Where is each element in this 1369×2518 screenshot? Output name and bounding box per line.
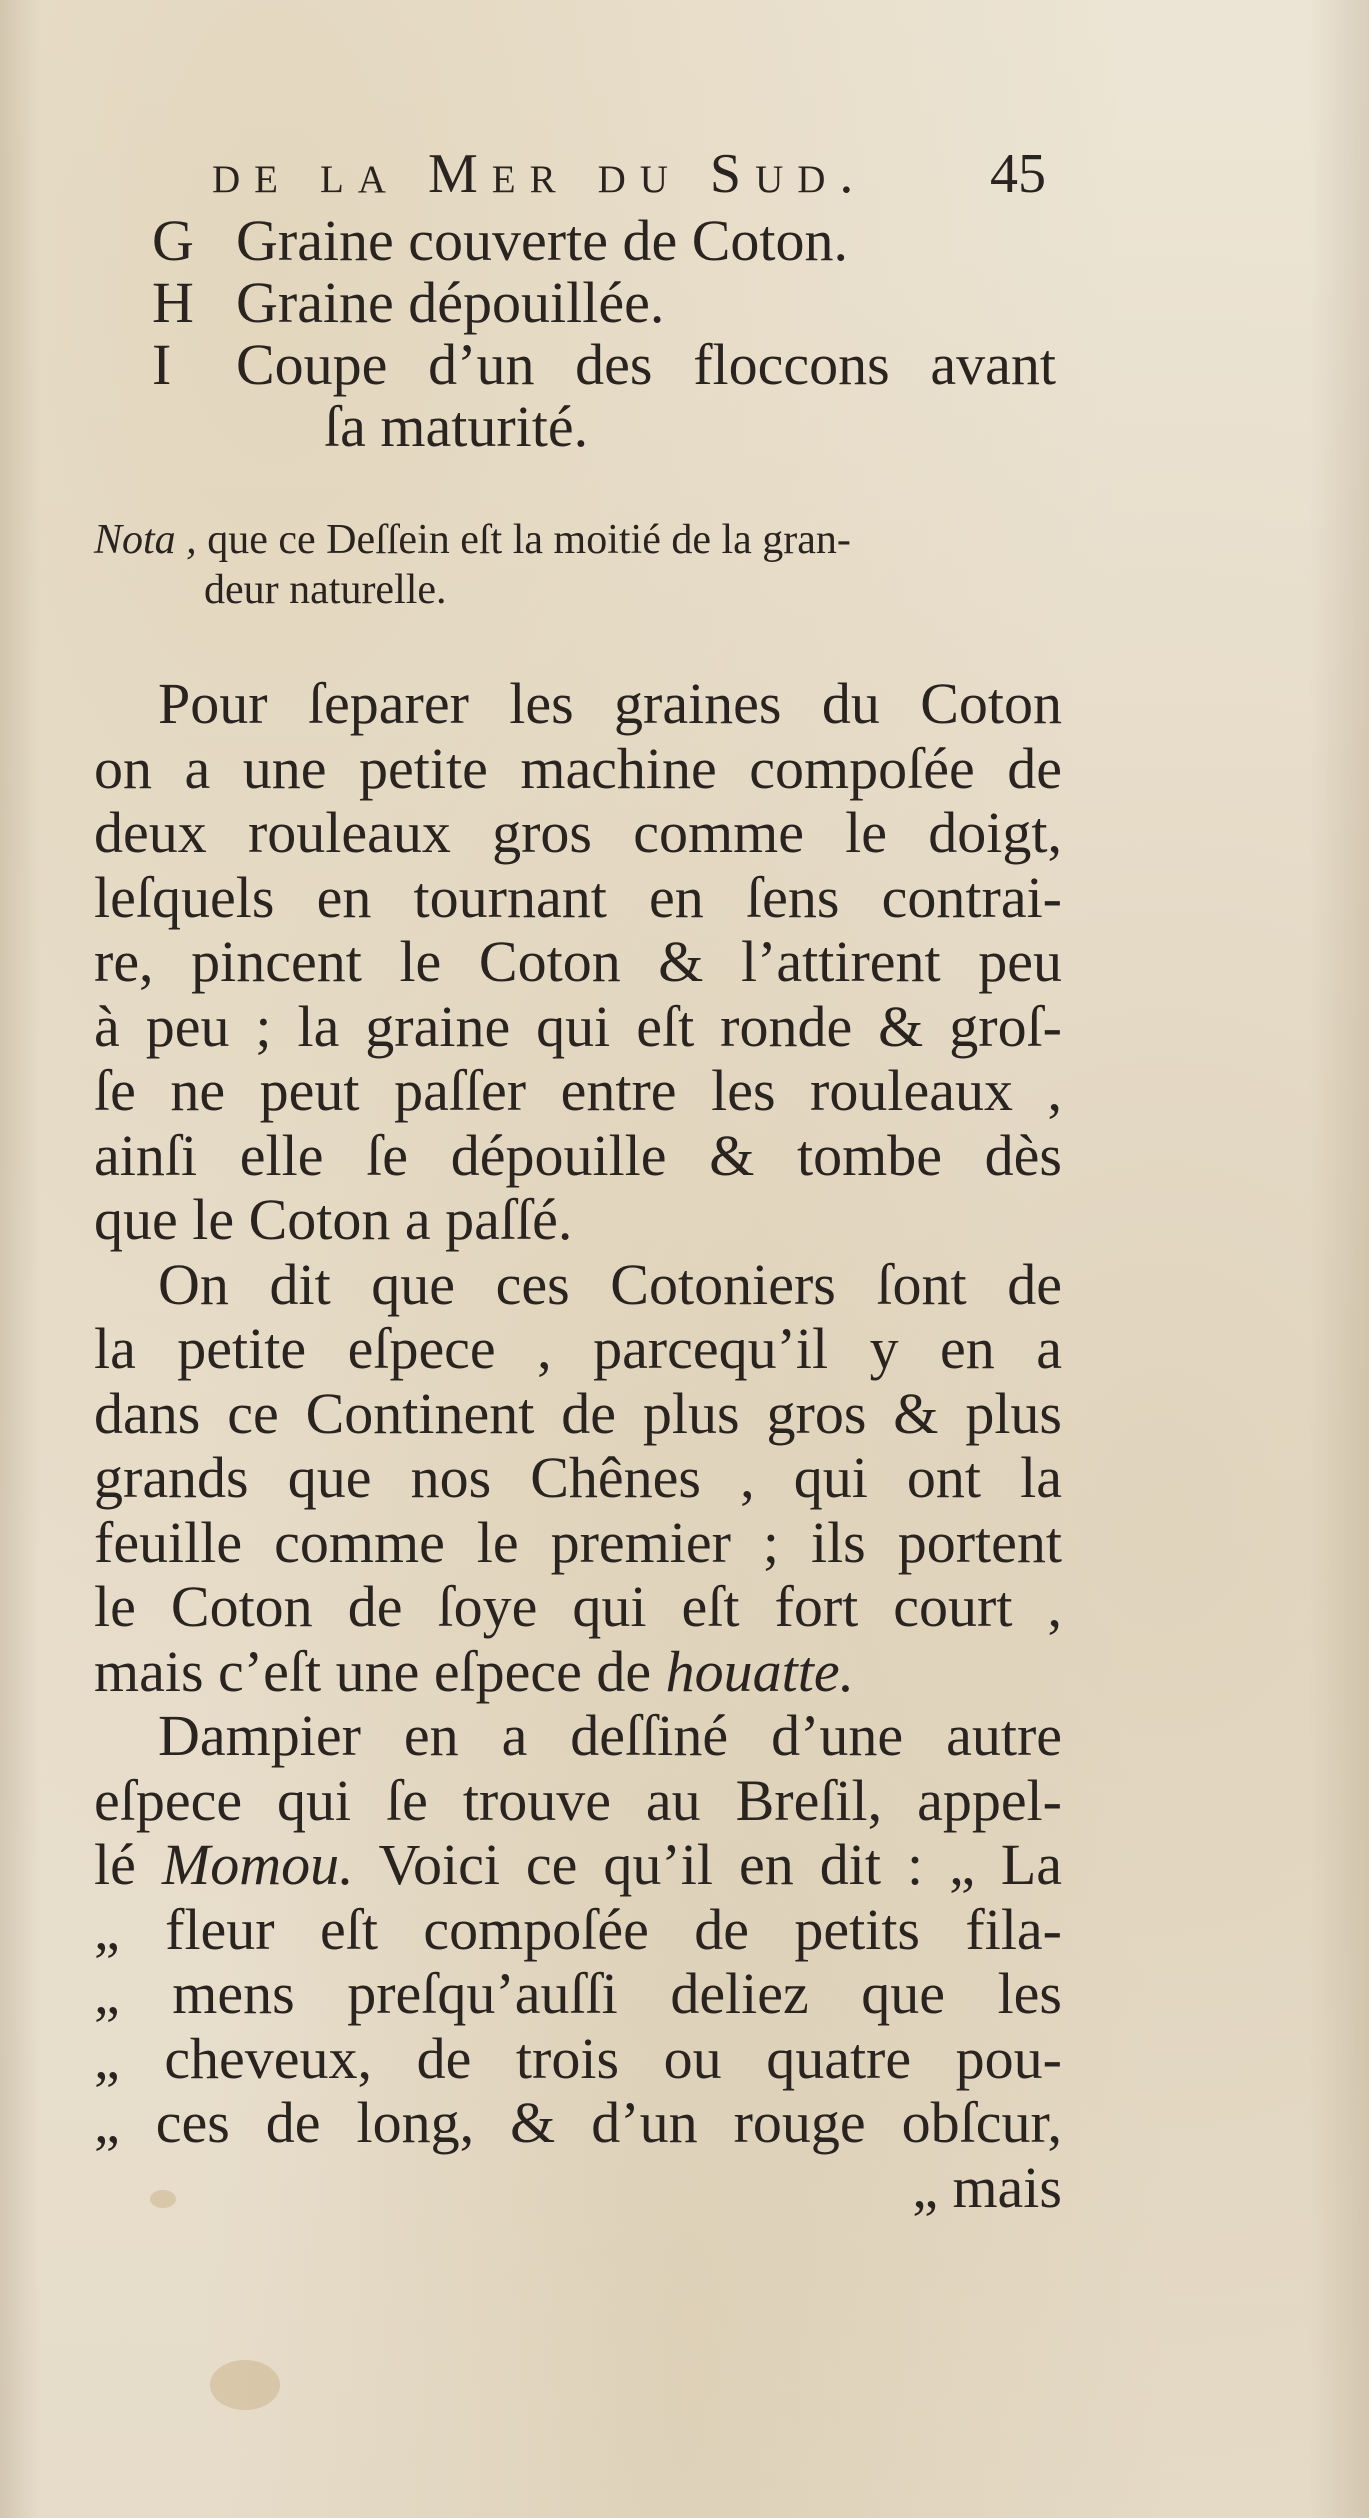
italic-word: Momou. bbox=[161, 1833, 354, 1897]
nota-label: Nota , bbox=[94, 517, 197, 563]
text-line: que le Coton a paſſé. bbox=[94, 1188, 573, 1252]
nota-line bbox=[94, 515, 1074, 565]
quoted-line: „ mens preſqu’auſſi deliez que les bbox=[94, 1962, 1062, 2026]
text-line: Dampier en a deſſiné d’une autre bbox=[158, 1704, 1062, 1768]
text-line: leſquels en tournant en ſens contrai- bbox=[94, 865, 1062, 930]
text-line: feuille comme le premier ; ils portent bbox=[94, 1510, 1062, 1575]
legend-letter: G bbox=[152, 208, 194, 273]
running-head bbox=[212, 142, 1072, 205]
text-line: à peu ; la graine qui eſt ronde & groſ- bbox=[94, 994, 1062, 1059]
paper-stain bbox=[210, 2360, 280, 2410]
quoted-line: „ cheveux, de trois ou quatre pou- bbox=[94, 2026, 1062, 2091]
legend-text: Graine couverte de Coton. bbox=[236, 208, 849, 273]
text-run: Voici ce qu’il en dit : „ La bbox=[378, 1833, 1062, 1897]
text-line: eſpece qui ſe trouve au Breſil, appel- bbox=[94, 1768, 1062, 1833]
text-line: dans ce Continent de plus gros & plus bbox=[94, 1381, 1062, 1446]
quoted-line: „ ces de long, & d’un rouge obſcur, bbox=[94, 2091, 1062, 2155]
text-line: re, pincent le Coton & l’attirent peu bbox=[94, 930, 1062, 994]
body-text bbox=[94, 672, 1062, 2220]
legend-row bbox=[152, 210, 1072, 272]
text-line: on a une petite machine compoſée de bbox=[94, 736, 1062, 801]
legend-row bbox=[152, 396, 1072, 458]
running-title: de la Mer du Sud. bbox=[212, 143, 868, 205]
legend-row bbox=[152, 272, 1072, 334]
text-line: grands que nos Chênes , qui ont la bbox=[94, 1446, 1062, 1510]
text-line: ainſi elle ſe dépouille & tombe dès bbox=[94, 1123, 1062, 1188]
catchword: „ mais bbox=[912, 2155, 1062, 2220]
text-line: ſe ne peut paſſer entre les rouleaux , bbox=[94, 1059, 1062, 1123]
text-line: la petite eſpece , parcequ’il y en a bbox=[94, 1317, 1062, 1381]
legend-letter: I bbox=[152, 332, 172, 397]
legend-row bbox=[152, 334, 1072, 396]
italic-word: houatte. bbox=[665, 1639, 855, 1704]
page-edge-shadow bbox=[1309, 0, 1369, 2518]
nota-note bbox=[94, 515, 1074, 615]
text-line bbox=[94, 1640, 1062, 1705]
nota-text: que ce Deſſein eſt la moitié de la gran- bbox=[207, 517, 851, 563]
text-run: mais c’eſt une eſpece de bbox=[94, 1639, 652, 1704]
text-run: lé bbox=[94, 1833, 136, 1897]
legend-text: Graine dépouillée. bbox=[236, 270, 665, 335]
nota-line: deur naturelle. bbox=[204, 567, 447, 613]
legend-text: Coupe d’un des floccons avant bbox=[236, 332, 1056, 397]
text-line: Pour ſeparer les graines du Coton bbox=[158, 672, 1062, 736]
text-line bbox=[94, 1833, 1062, 1898]
legend-text: ſa maturité. bbox=[324, 394, 589, 459]
figure-legend bbox=[152, 210, 1072, 458]
page-number: 45 bbox=[990, 143, 1046, 205]
text-line: On dit que ces Cotoniers ſont de bbox=[158, 1252, 1062, 1317]
quoted-line: „ fleur eſt compoſée de petits fila- bbox=[94, 1897, 1062, 1962]
text-line: le Coton de ſoye qui eſt fort court , bbox=[94, 1575, 1062, 1639]
spine-shadow bbox=[0, 0, 40, 2518]
text-line: deux rouleaux gros comme le doigt, bbox=[94, 801, 1062, 865]
legend-letter: H bbox=[152, 270, 194, 335]
